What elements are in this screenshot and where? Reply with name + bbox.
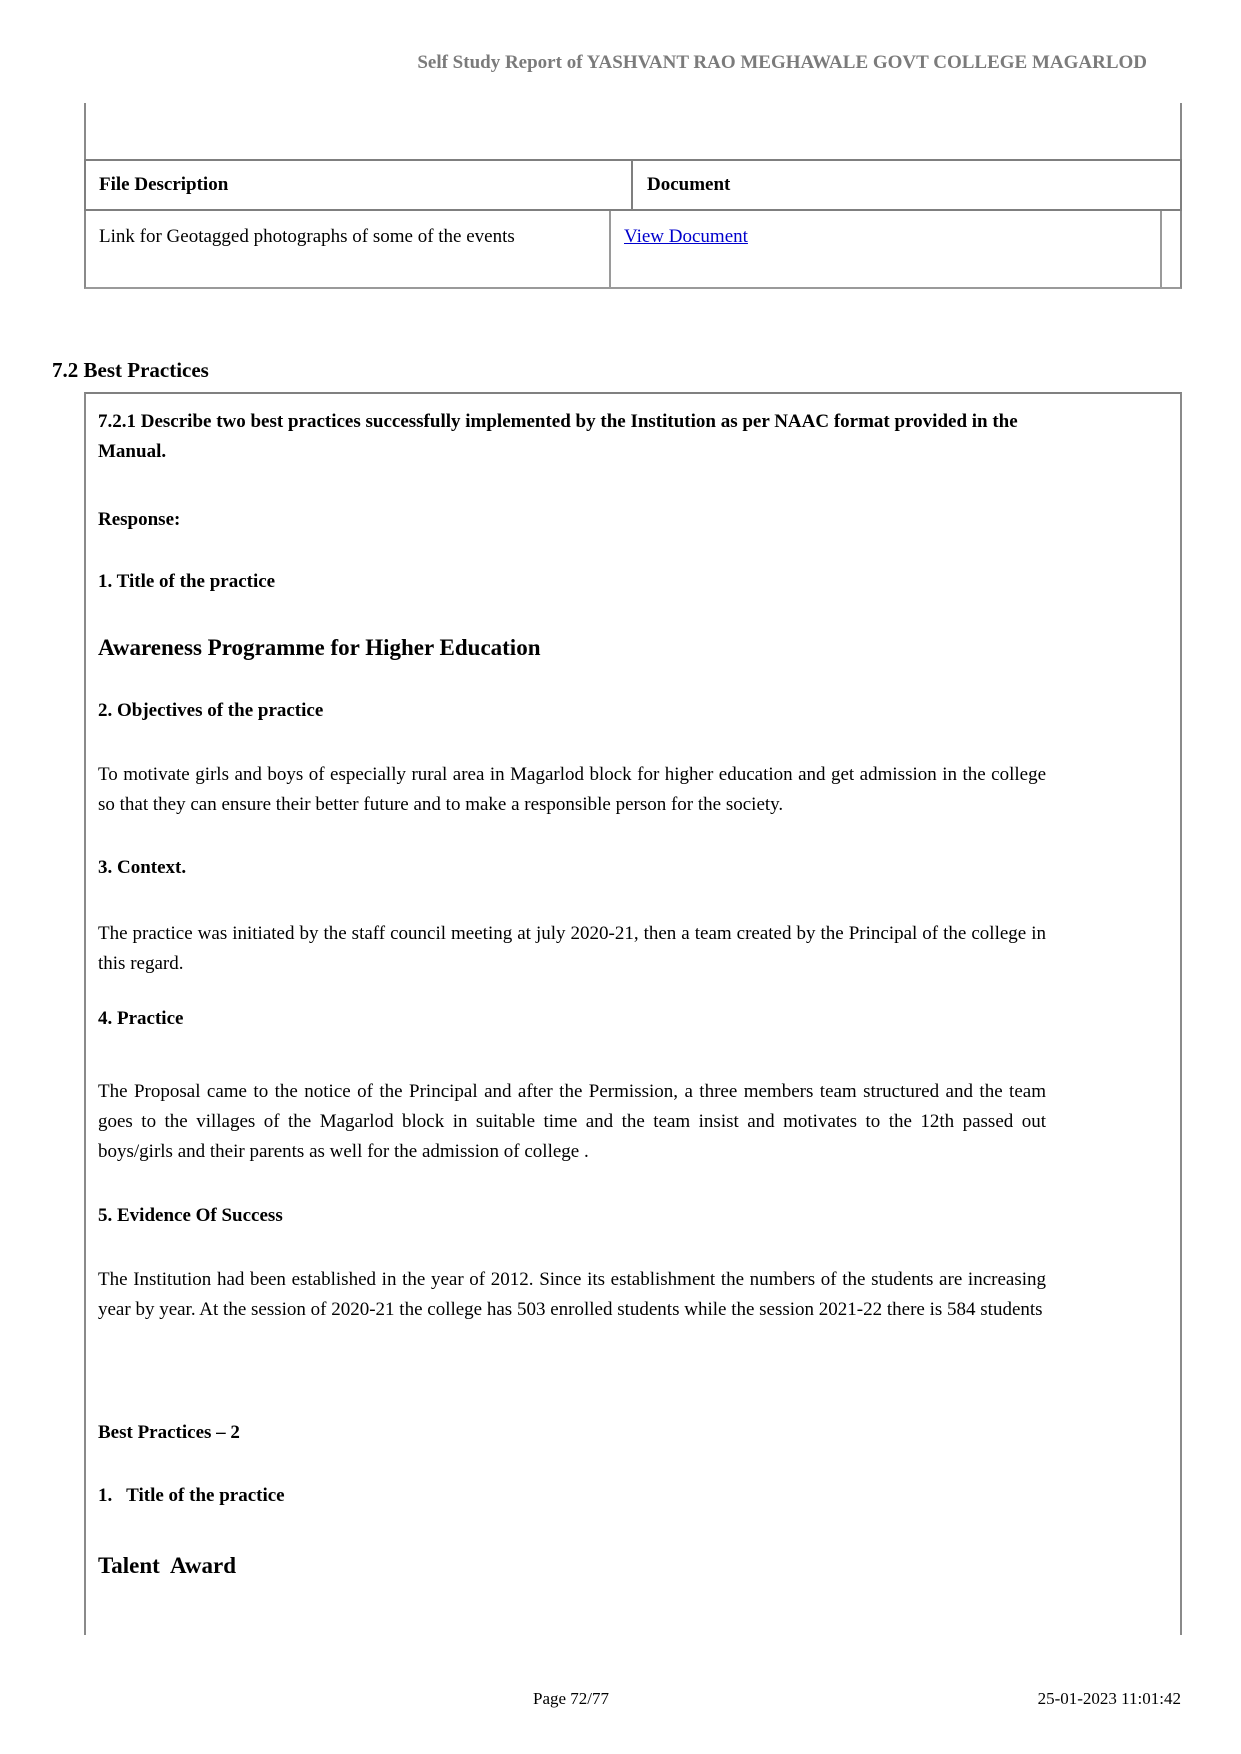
practice1-evidence-text: The Institution had been established in the year of 2012. Since its establishment the numbers of the students are increasing year by year. At the session of 2020-21 the college has 503 enrolled students while the session 2021-22 there is 584 students — [98, 1269, 1046, 1320]
question-7-2-1: 7.2.1 Describe two best practices successfully implemented by the Institution as per NAAC format provided in the Manual. — [98, 411, 1018, 462]
view-document-link[interactable]: View Document — [624, 226, 748, 247]
file-description-cell: Link for Geotagged photographs of some of the events — [86, 211, 611, 287]
practice1-title-label: 1. Title of the practice — [98, 571, 276, 592]
column-header-file-description: File Description — [86, 161, 633, 209]
practice1-context-text: The practice was initiated by the staff council meeting at july 2020-21, then a team created by the Principal of the college in this regard. — [98, 923, 1046, 974]
practice1-objectives-text: To motivate girls and boys of especially rural area in Magarlod block for higher education and get admission in the college so that they can ensure their better future and to make a responsible person for the society. — [98, 764, 1046, 815]
response-label: Response: — [98, 509, 181, 530]
table-spacer-cell — [1162, 211, 1180, 287]
table-header-row — [84, 159, 1182, 211]
best-practices-box — [84, 392, 1182, 1635]
practice1-practice-label: 4. Practice — [98, 1008, 184, 1029]
practice1-title: Awareness Programme for Higher Education — [98, 635, 541, 660]
column-header-document: Document — [647, 174, 731, 195]
practice1-evidence-label: 5. Evidence Of Success — [98, 1205, 283, 1226]
table-row — [84, 211, 1182, 289]
practice2-title-label: 1. Title of the practice — [98, 1485, 285, 1506]
document-cell — [611, 211, 1162, 287]
table-empty-row — [84, 103, 1182, 159]
page-number: Page 72/77 — [533, 1689, 610, 1708]
practice1-objectives-label: 2. Objectives of the practice — [98, 700, 324, 721]
file-table — [84, 103, 1182, 289]
practice1-practice-text: The Proposal came to the notice of the Principal and after the Permission, a three members team structured and the team goes to the villages of the Magarlod block in suitable time and the team insist and motivates to the 12th passed out boys/girls and their parents as well for the admission of college . — [98, 1081, 1046, 1162]
practice2-title: Talent Award — [98, 1553, 237, 1578]
practice2-heading: Best Practices – 2 — [98, 1422, 240, 1443]
timestamp: 25-01-2023 11:01:42 — [1037, 1689, 1181, 1708]
report-header-title: Self Study Report of YASHVANT RAO MEGHAWALE GOVT COLLEGE MAGARLOD — [417, 52, 1147, 73]
practice1-context-label: 3. Context. — [98, 857, 187, 878]
section-heading: 7.2 Best Practices — [52, 358, 209, 382]
